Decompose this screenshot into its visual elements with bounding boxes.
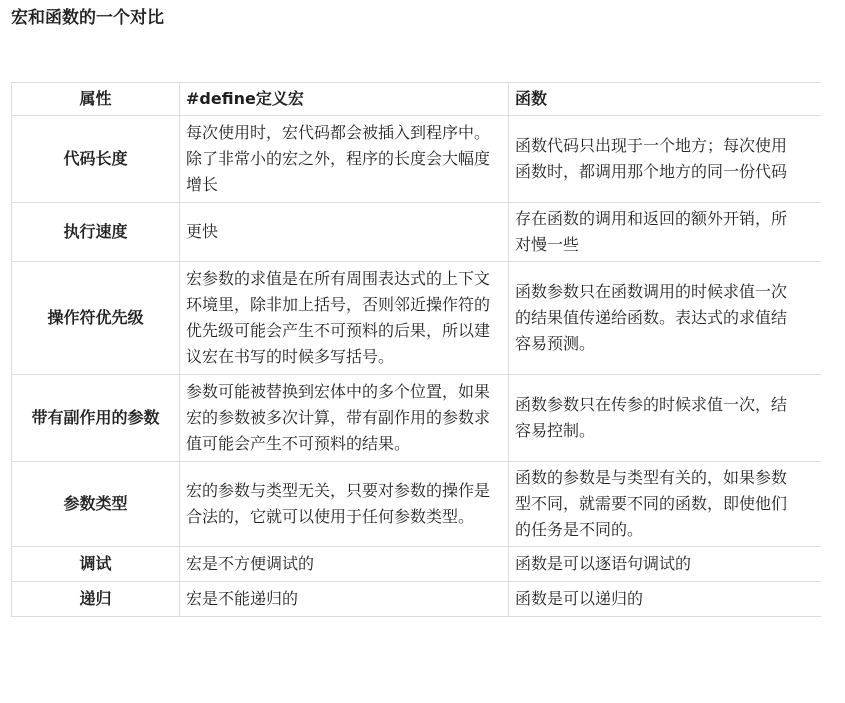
table-row [12,203,822,262]
function-cell-line: 函数是可以逐语句调试的 [515,554,692,573]
function-cell [509,375,822,462]
function-cell-line: 函数参数只在函数调用的时候求值一次 [515,282,788,301]
macro-cell: 宏是不方便调试的 [180,547,509,582]
header-define-macro: #define定义宏 [180,83,509,116]
attribute-cell: 操作符优先级 [12,262,180,375]
page-title: 宏和函数的一个对比 [11,8,164,28]
macro-cell: 宏参数的求值是在所有周围表达式的上下文环境里，除非加上括号，否则邻近操作符的优先级可能会产生不可预料的后果，所以建议宏在书写的时候多写括号。 [180,262,509,375]
macro-cell: 宏的参数与类型无关，只要对参数的操作是合法的，它就可以使用于任何参数类型。 [180,462,509,547]
function-cell-line: 型不同，就需要不同的函数，即使他们 [515,494,788,513]
table-row [12,116,822,203]
function-cell-line: 容易预测。 [515,334,596,353]
header-attribute: 属性 [12,83,180,116]
table-header-row [12,83,822,116]
function-cell-line: 的任务是不同的。 [515,520,644,539]
function-cell-line: 函数的参数是与类型有关的，如果参数 [515,468,788,487]
attribute-cell: 调试 [12,547,180,582]
attribute-cell: 代码长度 [12,116,180,203]
function-cell [509,547,822,582]
attribute-cell: 带有副作用的参数 [12,375,180,462]
function-cell-line: 函数是可以递归的 [515,589,644,608]
function-cell [509,582,822,617]
function-cell-line: 对慢一些 [515,235,580,254]
table-row [12,582,822,617]
function-cell-line: 函数代码只出现于一个地方；每次使用 [515,136,788,155]
function-cell-line: 容易控制。 [515,421,596,440]
attribute-cell: 递归 [12,582,180,617]
attribute-cell: 执行速度 [12,203,180,262]
table-row [12,547,822,582]
function-cell [509,262,822,375]
macro-cell: 每次使用时，宏代码都会被插入到程序中。除了非常小的宏之外，程序的长度会大幅度增长 [180,116,509,203]
function-cell-line: 的结果值传递给函数。表达式的求值结 [515,308,788,327]
macro-cell: 更快 [180,203,509,262]
table-row [12,262,822,375]
comparison-table-viewport[interactable] [11,82,821,692]
function-cell-line: 函数时，都调用那个地方的同一份代码 [515,162,788,181]
function-cell [509,203,822,262]
macro-cell: 参数可能被替换到宏体中的多个位置，如果宏的参数被多次计算，带有副作用的参数求值可能会产生不可预料的结果。 [180,375,509,462]
table-body [12,116,822,617]
header-function: 函数 [509,83,822,116]
table-row [12,375,822,462]
comparison-table [11,82,821,617]
attribute-cell: 参数类型 [12,462,180,547]
macro-cell: 宏是不能递归的 [180,582,509,617]
function-cell-line: 存在函数的调用和返回的额外开销，所 [515,209,788,228]
function-cell [509,116,822,203]
table-row [12,462,822,547]
function-cell-line: 函数参数只在传参的时候求值一次，结 [515,395,788,414]
function-cell [509,462,822,547]
